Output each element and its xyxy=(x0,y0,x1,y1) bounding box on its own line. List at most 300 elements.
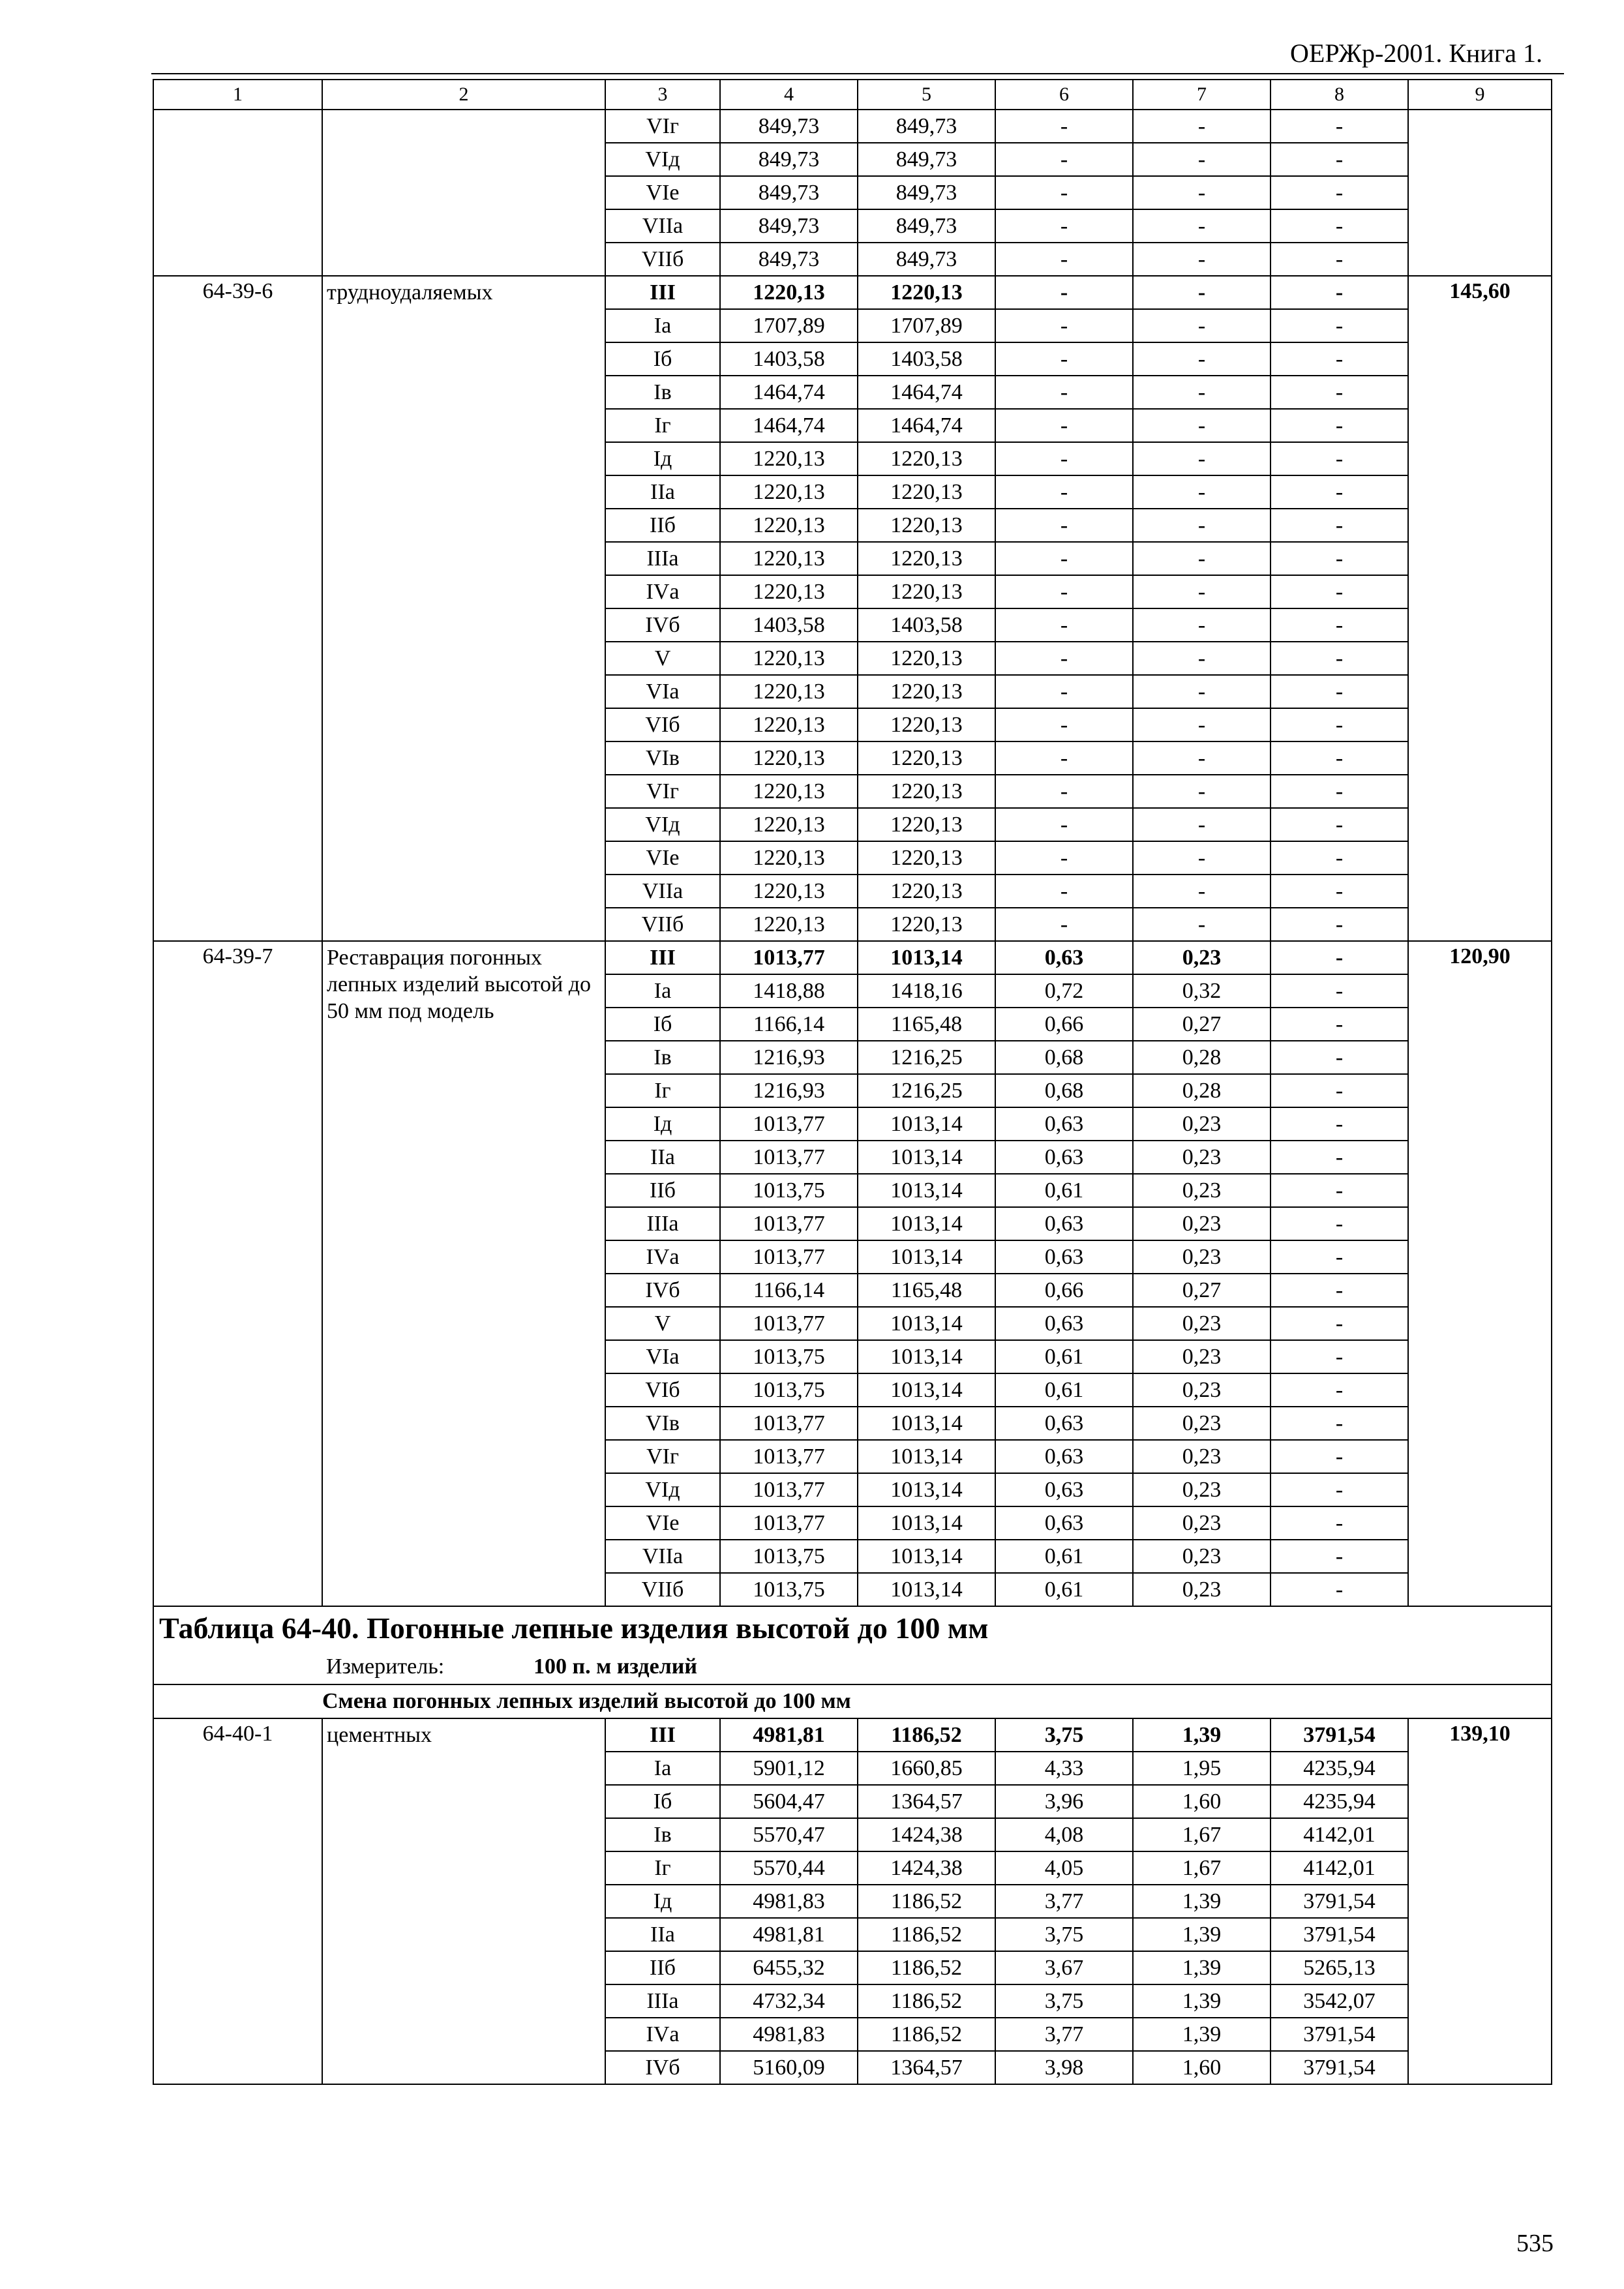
total-cost-cell: 1220,13 xyxy=(720,675,858,708)
materials-cost-cell: - xyxy=(1271,642,1408,675)
labor-cost-cell: 1220,13 xyxy=(858,841,995,875)
zone-cell: Iа xyxy=(605,974,720,1008)
zone-cell: Iб xyxy=(605,342,720,376)
zone-cell: VIIа xyxy=(605,875,720,908)
materials-cost-cell: - xyxy=(1271,1440,1408,1473)
table-row xyxy=(153,1718,1552,1752)
total-cost-cell: 1220,13 xyxy=(720,442,858,475)
total-cost-cell: 1013,77 xyxy=(720,1207,858,1240)
materials-cost-cell: 3791,54 xyxy=(1271,1918,1408,1951)
machinist-wage-cell: 0,23 xyxy=(1133,1540,1271,1573)
zone-cell: VIв xyxy=(605,1407,720,1440)
machine-cost-cell: 0,66 xyxy=(995,1274,1133,1307)
zone-cell: VIе xyxy=(605,1506,720,1540)
materials-cost-cell: - xyxy=(1271,542,1408,575)
materials-cost-cell: - xyxy=(1271,1207,1408,1240)
materials-cost-cell: 4235,94 xyxy=(1271,1785,1408,1818)
labor-cost-cell: 1013,14 xyxy=(858,1473,995,1506)
machine-cost-cell: - xyxy=(995,276,1133,309)
labor-hours-cell: 145,60 xyxy=(1408,276,1552,941)
total-cost-cell: 1013,75 xyxy=(720,1373,858,1407)
machine-cost-cell: - xyxy=(995,409,1133,442)
labor-cost-cell: 1013,14 xyxy=(858,1307,995,1340)
zone-cell: Iв xyxy=(605,376,720,409)
machinist-wage-cell: - xyxy=(1133,542,1271,575)
zone-cell: Iб xyxy=(605,1785,720,1818)
labor-cost-cell: 1013,14 xyxy=(858,1207,995,1240)
labor-cost-cell: 1186,52 xyxy=(858,1984,995,2018)
materials-cost-cell: - xyxy=(1271,1307,1408,1340)
materials-cost-cell: 3791,54 xyxy=(1271,1718,1408,1752)
measure-label: Измеритель: xyxy=(326,1654,445,1679)
total-cost-cell: 1013,77 xyxy=(720,1107,858,1141)
machine-cost-cell: 0,63 xyxy=(995,1240,1133,1274)
labor-cost-cell: 1220,13 xyxy=(858,276,995,309)
machine-cost-cell: 3,96 xyxy=(995,1785,1133,1818)
labor-cost-cell: 1418,16 xyxy=(858,974,995,1008)
zone-cell: IVа xyxy=(605,1240,720,1274)
labor-cost-cell: 1013,14 xyxy=(858,1107,995,1141)
machine-cost-cell: 0,61 xyxy=(995,1174,1133,1207)
zone-cell: IIб xyxy=(605,1174,720,1207)
zone-cell: VIд xyxy=(605,143,720,176)
machine-cost-cell: - xyxy=(995,209,1133,243)
total-cost-cell: 1707,89 xyxy=(720,309,858,342)
total-cost-cell: 5901,12 xyxy=(720,1752,858,1785)
materials-cost-cell: - xyxy=(1271,309,1408,342)
labor-cost-cell: 1186,52 xyxy=(858,1918,995,1951)
machinist-wage-cell: - xyxy=(1133,642,1271,675)
machine-cost-cell: 3,67 xyxy=(995,1951,1133,1984)
total-cost-cell: 849,73 xyxy=(720,176,858,209)
machine-cost-cell: - xyxy=(995,509,1133,542)
labor-cost-cell: 1364,57 xyxy=(858,1785,995,1818)
measure-line xyxy=(153,1650,1552,1684)
materials-cost-cell: - xyxy=(1271,409,1408,442)
total-cost-cell: 4981,81 xyxy=(720,1918,858,1951)
total-cost-cell: 1220,13 xyxy=(720,808,858,841)
total-cost-cell: 1418,88 xyxy=(720,974,858,1008)
zone-cell: IIа xyxy=(605,475,720,509)
zone-cell: IVа xyxy=(605,2018,720,2051)
machine-cost-cell: - xyxy=(995,841,1133,875)
machine-cost-cell: 3,75 xyxy=(995,1718,1133,1752)
machine-cost-cell: 0,68 xyxy=(995,1074,1133,1107)
machine-cost-cell: 0,63 xyxy=(995,1141,1133,1174)
materials-cost-cell: - xyxy=(1271,908,1408,941)
labor-cost-cell: 1186,52 xyxy=(858,1885,995,1918)
materials-cost-cell: - xyxy=(1271,1107,1408,1141)
zone-cell: IIа xyxy=(605,1918,720,1951)
machine-cost-cell: 0,61 xyxy=(995,1373,1133,1407)
materials-cost-cell: - xyxy=(1271,209,1408,243)
labor-cost-cell: 1013,14 xyxy=(858,1540,995,1573)
zone-cell: Iа xyxy=(605,309,720,342)
materials-cost-cell: - xyxy=(1271,1407,1408,1440)
zone-cell: IIб xyxy=(605,1951,720,1984)
table-row xyxy=(153,110,1552,143)
total-cost-cell: 1220,13 xyxy=(720,509,858,542)
zone-cell: IIа xyxy=(605,1141,720,1174)
labor-cost-cell: 1013,14 xyxy=(858,1506,995,1540)
total-cost-cell: 1220,13 xyxy=(720,276,858,309)
total-cost-cell: 4732,34 xyxy=(720,1984,858,2018)
zone-cell: Iв xyxy=(605,1818,720,1851)
materials-cost-cell: 3542,07 xyxy=(1271,1984,1408,2018)
machine-cost-cell: - xyxy=(995,110,1133,143)
total-cost-cell: 1013,77 xyxy=(720,941,858,974)
measure-row xyxy=(153,1650,1552,1684)
materials-cost-cell: 3791,54 xyxy=(1271,1885,1408,1918)
materials-cost-cell: - xyxy=(1271,1008,1408,1041)
machine-cost-cell: - xyxy=(995,675,1133,708)
page-number: 535 xyxy=(1516,2230,1554,2257)
labor-cost-cell: 1186,52 xyxy=(858,2018,995,2051)
machinist-wage-cell: 0,23 xyxy=(1133,1174,1271,1207)
labor-cost-cell: 1013,14 xyxy=(858,941,995,974)
materials-cost-cell: - xyxy=(1271,1540,1408,1573)
materials-cost-cell: - xyxy=(1271,808,1408,841)
materials-cost-cell: 4142,01 xyxy=(1271,1818,1408,1851)
materials-cost-cell: - xyxy=(1271,1274,1408,1307)
machinist-wage-cell: 0,23 xyxy=(1133,1407,1271,1440)
machine-cost-cell: - xyxy=(995,143,1133,176)
labor-cost-cell: 849,73 xyxy=(858,176,995,209)
machine-cost-cell: - xyxy=(995,243,1133,276)
table-title-row xyxy=(153,1606,1552,1650)
zone-cell: IVб xyxy=(605,2051,720,2084)
machine-cost-cell: - xyxy=(995,442,1133,475)
machinist-wage-cell: 1,67 xyxy=(1133,1818,1271,1851)
total-cost-cell: 1220,13 xyxy=(720,475,858,509)
machine-cost-cell: 0,63 xyxy=(995,1506,1133,1540)
total-cost-cell: 1403,58 xyxy=(720,342,858,376)
machinist-wage-cell: 1,39 xyxy=(1133,1718,1271,1752)
total-cost-cell: 1464,74 xyxy=(720,409,858,442)
machinist-wage-cell: - xyxy=(1133,243,1271,276)
machine-cost-cell: - xyxy=(995,808,1133,841)
machinist-wage-cell: - xyxy=(1133,775,1271,808)
machinist-wage-cell: - xyxy=(1133,908,1271,941)
total-cost-cell: 1216,93 xyxy=(720,1041,858,1074)
machinist-wage-cell: - xyxy=(1133,276,1271,309)
total-cost-cell: 1013,77 xyxy=(720,1440,858,1473)
labor-cost-cell: 1660,85 xyxy=(858,1752,995,1785)
machinist-wage-cell: 0,23 xyxy=(1133,1240,1271,1274)
machine-cost-cell: - xyxy=(995,542,1133,575)
machinist-wage-cell: 1,95 xyxy=(1133,1752,1271,1785)
header-divider xyxy=(151,73,1564,74)
labor-cost-cell: 1013,14 xyxy=(858,1373,995,1407)
zone-cell: VIIа xyxy=(605,1540,720,1573)
zone-cell: III xyxy=(605,941,720,974)
column-number: 5 xyxy=(858,80,995,110)
total-cost-cell: 5570,47 xyxy=(720,1818,858,1851)
labor-cost-cell: 1220,13 xyxy=(858,875,995,908)
machine-cost-cell: 3,77 xyxy=(995,2018,1133,2051)
machinist-wage-cell: 1,39 xyxy=(1133,1984,1271,2018)
zone-cell: IIIа xyxy=(605,1207,720,1240)
materials-cost-cell: - xyxy=(1271,276,1408,309)
machine-cost-cell: - xyxy=(995,608,1133,642)
labor-cost-cell: 1216,25 xyxy=(858,1041,995,1074)
materials-cost-cell: - xyxy=(1271,941,1408,974)
machine-cost-cell: 3,75 xyxy=(995,1984,1133,2018)
machine-cost-cell: 0,63 xyxy=(995,1107,1133,1141)
table-body xyxy=(153,80,1552,2084)
zone-cell: Iд xyxy=(605,442,720,475)
labor-cost-cell: 1220,13 xyxy=(858,542,995,575)
materials-cost-cell: - xyxy=(1271,1174,1408,1207)
machine-cost-cell: - xyxy=(995,376,1133,409)
labor-cost-cell: 1707,89 xyxy=(858,309,995,342)
zone-cell: Iг xyxy=(605,1851,720,1885)
column-number: 7 xyxy=(1133,80,1271,110)
column-number: 8 xyxy=(1271,80,1408,110)
materials-cost-cell: - xyxy=(1271,608,1408,642)
labor-cost-cell: 849,73 xyxy=(858,143,995,176)
machinist-wage-cell: - xyxy=(1133,110,1271,143)
machine-cost-cell: - xyxy=(995,642,1133,675)
machinist-wage-cell: - xyxy=(1133,442,1271,475)
zone-cell: VIIа xyxy=(605,209,720,243)
machinist-wage-cell: 0,23 xyxy=(1133,1473,1271,1506)
total-cost-cell: 4981,83 xyxy=(720,1885,858,1918)
item-name: цементных xyxy=(322,1718,605,2084)
zone-cell: VIг xyxy=(605,110,720,143)
total-cost-cell: 849,73 xyxy=(720,143,858,176)
machine-cost-cell: - xyxy=(995,875,1133,908)
materials-cost-cell: - xyxy=(1271,342,1408,376)
table-title: Таблица 64-40. Погонные лепные изделия высотой до 100 мм xyxy=(153,1606,1552,1650)
materials-cost-cell: - xyxy=(1271,575,1408,608)
machinist-wage-cell: 0,27 xyxy=(1133,1008,1271,1041)
column-number: 9 xyxy=(1408,80,1552,110)
materials-cost-cell: - xyxy=(1271,475,1408,509)
materials-cost-cell: - xyxy=(1271,974,1408,1008)
labor-cost-cell: 1220,13 xyxy=(858,675,995,708)
item-code: 64-39-7 xyxy=(153,941,322,1606)
machine-cost-cell: 0,61 xyxy=(995,1340,1133,1373)
total-cost-cell: 1220,13 xyxy=(720,708,858,741)
zone-cell: VIIб xyxy=(605,1573,720,1606)
total-cost-cell: 1464,74 xyxy=(720,376,858,409)
labor-cost-cell: 1464,74 xyxy=(858,376,995,409)
column-number: 3 xyxy=(605,80,720,110)
labor-cost-cell: 1216,25 xyxy=(858,1074,995,1107)
zone-cell: VIб xyxy=(605,1373,720,1407)
machinist-wage-cell: 0,23 xyxy=(1133,1440,1271,1473)
zone-cell: VIд xyxy=(605,1473,720,1506)
zone-cell: VIе xyxy=(605,841,720,875)
item-name: трудноудаляемых xyxy=(322,276,605,941)
machinist-wage-cell: - xyxy=(1133,143,1271,176)
materials-cost-cell: - xyxy=(1271,376,1408,409)
machinist-wage-cell: - xyxy=(1133,741,1271,775)
machine-cost-cell: 0,61 xyxy=(995,1540,1133,1573)
item-code xyxy=(153,110,322,276)
item-name xyxy=(322,110,605,276)
column-number: 4 xyxy=(720,80,858,110)
materials-cost-cell: - xyxy=(1271,1373,1408,1407)
running-header: ОЕРЖр-2001. Книга 1. xyxy=(1290,38,1542,68)
machine-cost-cell: 0,63 xyxy=(995,1473,1133,1506)
machinist-wage-cell: 0,23 xyxy=(1133,1141,1271,1174)
labor-cost-cell: 1403,58 xyxy=(858,608,995,642)
materials-cost-cell: - xyxy=(1271,1573,1408,1606)
machinist-wage-cell: 0,23 xyxy=(1133,1573,1271,1606)
machine-cost-cell: 0,63 xyxy=(995,941,1133,974)
machine-cost-cell: 0,63 xyxy=(995,1440,1133,1473)
materials-cost-cell: - xyxy=(1271,1240,1408,1274)
machine-cost-cell: 0,63 xyxy=(995,1307,1133,1340)
machinist-wage-cell: 0,23 xyxy=(1133,1340,1271,1373)
machinist-wage-cell: 1,39 xyxy=(1133,1885,1271,1918)
total-cost-cell: 849,73 xyxy=(720,243,858,276)
machinist-wage-cell: - xyxy=(1133,409,1271,442)
machine-cost-cell: - xyxy=(995,176,1133,209)
zone-cell: VIг xyxy=(605,775,720,808)
materials-cost-cell: - xyxy=(1271,1506,1408,1540)
machine-cost-cell: 4,33 xyxy=(995,1752,1133,1785)
machine-cost-cell: - xyxy=(995,741,1133,775)
price-table xyxy=(153,79,1552,2085)
zone-cell: Iб xyxy=(605,1008,720,1041)
machinist-wage-cell: - xyxy=(1133,475,1271,509)
zone-cell: IIIа xyxy=(605,542,720,575)
labor-hours-cell: 139,10 xyxy=(1408,1718,1552,2084)
machinist-wage-cell: 0,23 xyxy=(1133,1207,1271,1240)
labor-cost-cell: 1220,13 xyxy=(858,708,995,741)
total-cost-cell: 5570,44 xyxy=(720,1851,858,1885)
machine-cost-cell: 3,77 xyxy=(995,1885,1133,1918)
total-cost-cell: 1013,77 xyxy=(720,1506,858,1540)
labor-cost-cell: 1403,58 xyxy=(858,342,995,376)
total-cost-cell: 1013,77 xyxy=(720,1473,858,1506)
machinist-wage-cell: 0,23 xyxy=(1133,1373,1271,1407)
materials-cost-cell: - xyxy=(1271,1041,1408,1074)
labor-cost-cell: 849,73 xyxy=(858,243,995,276)
machine-cost-cell: 3,98 xyxy=(995,2051,1133,2084)
materials-cost-cell: - xyxy=(1271,841,1408,875)
materials-cost-cell: - xyxy=(1271,243,1408,276)
total-cost-cell: 1013,77 xyxy=(720,1407,858,1440)
labor-cost-cell: 1220,13 xyxy=(858,741,995,775)
machine-cost-cell: - xyxy=(995,708,1133,741)
zone-cell: V xyxy=(605,642,720,675)
labor-cost-cell: 1013,14 xyxy=(858,1174,995,1207)
labor-cost-cell: 1220,13 xyxy=(858,642,995,675)
zone-cell: Iд xyxy=(605,1885,720,1918)
item-name: Реставрация погонных лепных изделий высотой до 50 мм под модель xyxy=(322,941,605,1606)
machine-cost-cell: - xyxy=(995,775,1133,808)
machine-cost-cell: 0,63 xyxy=(995,1407,1133,1440)
materials-cost-cell: - xyxy=(1271,1340,1408,1373)
labor-cost-cell: 1220,13 xyxy=(858,808,995,841)
zone-cell: Iг xyxy=(605,409,720,442)
machine-cost-cell: 0,63 xyxy=(995,1207,1133,1240)
zone-cell: Iд xyxy=(605,1107,720,1141)
machinist-wage-cell: 0,23 xyxy=(1133,1107,1271,1141)
materials-cost-cell: - xyxy=(1271,775,1408,808)
machinist-wage-cell: 0,23 xyxy=(1133,941,1271,974)
machinist-wage-cell: 1,60 xyxy=(1133,1785,1271,1818)
materials-cost-cell: - xyxy=(1271,708,1408,741)
materials-cost-cell: - xyxy=(1271,1141,1408,1174)
machinist-wage-cell: 0,23 xyxy=(1133,1506,1271,1540)
materials-cost-cell: 3791,54 xyxy=(1271,2018,1408,2051)
machine-cost-cell: - xyxy=(995,342,1133,376)
zone-cell: III xyxy=(605,276,720,309)
labor-cost-cell: 1186,52 xyxy=(858,1951,995,1984)
machine-cost-cell: - xyxy=(995,575,1133,608)
machinist-wage-cell: 1,39 xyxy=(1133,2018,1271,2051)
machine-cost-cell: 0,61 xyxy=(995,1573,1133,1606)
machinist-wage-cell: - xyxy=(1133,509,1271,542)
materials-cost-cell: 4235,94 xyxy=(1271,1752,1408,1785)
machinist-wage-cell: 0,28 xyxy=(1133,1074,1271,1107)
machinist-wage-cell: 0,23 xyxy=(1133,1307,1271,1340)
zone-cell: VIв xyxy=(605,741,720,775)
zone-cell: IVа xyxy=(605,575,720,608)
machinist-wage-cell: 1,67 xyxy=(1133,1851,1271,1885)
total-cost-cell: 5604,47 xyxy=(720,1785,858,1818)
labor-cost-cell: 1424,38 xyxy=(858,1818,995,1851)
item-code: 64-40-1 xyxy=(153,1718,322,2084)
zone-cell: IVб xyxy=(605,608,720,642)
machinist-wage-cell: 0,32 xyxy=(1133,974,1271,1008)
materials-cost-cell: - xyxy=(1271,875,1408,908)
labor-hours-cell: 120,90 xyxy=(1408,941,1552,1606)
machine-cost-cell: 0,68 xyxy=(995,1041,1133,1074)
item-code: 64-39-6 xyxy=(153,276,322,941)
machinist-wage-cell: - xyxy=(1133,376,1271,409)
machinist-wage-cell: - xyxy=(1133,209,1271,243)
zone-cell: VIг xyxy=(605,1440,720,1473)
labor-cost-cell: 849,73 xyxy=(858,209,995,243)
section-heading-row xyxy=(153,1684,1552,1718)
labor-cost-cell: 1220,13 xyxy=(858,575,995,608)
total-cost-cell: 1220,13 xyxy=(720,841,858,875)
machinist-wage-cell: 1,60 xyxy=(1133,2051,1271,2084)
column-number: 1 xyxy=(153,80,322,110)
labor-cost-cell: 1013,14 xyxy=(858,1440,995,1473)
total-cost-cell: 4981,83 xyxy=(720,2018,858,2051)
labor-cost-cell: 1364,57 xyxy=(858,2051,995,2084)
labor-cost-cell: 1424,38 xyxy=(858,1851,995,1885)
machine-cost-cell: - xyxy=(995,309,1133,342)
materials-cost-cell: - xyxy=(1271,110,1408,143)
total-cost-cell: 849,73 xyxy=(720,209,858,243)
materials-cost-cell: - xyxy=(1271,741,1408,775)
machine-cost-cell: 0,66 xyxy=(995,1008,1133,1041)
total-cost-cell: 1013,77 xyxy=(720,1141,858,1174)
labor-cost-cell: 1165,48 xyxy=(858,1008,995,1041)
total-cost-cell: 1403,58 xyxy=(720,608,858,642)
total-cost-cell: 5160,09 xyxy=(720,2051,858,2084)
zone-cell: Iг xyxy=(605,1074,720,1107)
labor-cost-cell: 1220,13 xyxy=(858,442,995,475)
total-cost-cell: 1166,14 xyxy=(720,1008,858,1041)
machinist-wage-cell: - xyxy=(1133,608,1271,642)
total-cost-cell: 1220,13 xyxy=(720,642,858,675)
machinist-wage-cell: - xyxy=(1133,841,1271,875)
zone-cell: VIб xyxy=(605,708,720,741)
table-row xyxy=(153,276,1552,309)
labor-cost-cell: 1013,14 xyxy=(858,1573,995,1606)
machinist-wage-cell: - xyxy=(1133,708,1271,741)
machinist-wage-cell: - xyxy=(1133,575,1271,608)
